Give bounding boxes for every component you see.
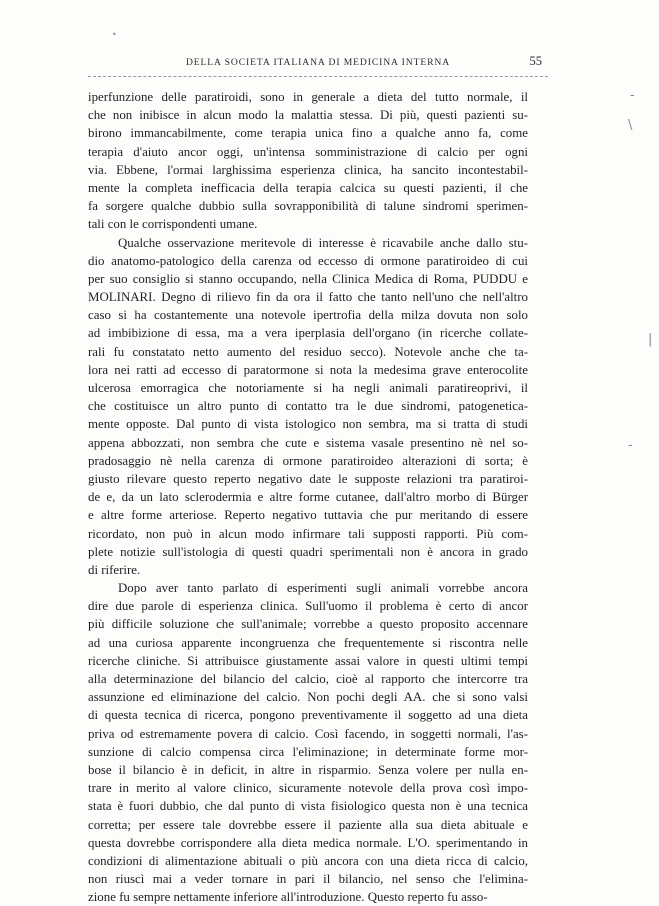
text-line: stata è fuori dubbio, che dal punto di vista fisiologico questa non è una tecnica	[88, 799, 528, 814]
text-line: trare in merito al valore clinico, sicuramente notevole della prova così impo-	[88, 781, 528, 796]
text-line: de e, da un lato sclerodermia e altre forme cutanee, dall'altro morbo di Bürger	[88, 490, 528, 505]
text-line: fa sorgere qualche dubbio sulla sovrapponibilità di talune sindromi sperimen-	[88, 199, 528, 214]
text-line: tali con le corrispondenti umane.	[88, 217, 258, 232]
text-line: alla determinazione del bilancio del calcio, cioè al rapporto che intercorre tra	[88, 672, 528, 686]
text-line: ad una curiosa apparente incongruenza che frequentemente si riscontra nelle	[88, 635, 528, 650]
text-line: Qualche osservazione meritevole di interesse è ricavabile anche dallo stu-	[118, 235, 528, 250]
paragraph	[88, 88, 528, 234]
text-line: appena abbozzati, non sembra che cute e sistema vasale presentino nè nel so-	[88, 435, 528, 450]
text-line: MOLINARI. Degno di rilievo fin da ora il fatto che tanto nell'uno che nell'altro	[88, 290, 528, 305]
text-line: assunzione ed eliminazione del calcio. Non pochi degli AA. che si sono valsi	[88, 690, 528, 705]
text-line: lora nei ratti ad eccesso di paratormone si nota la medesima grave enterocolite	[88, 362, 528, 377]
text-line: più difficile soluzione che sull'animale; vorrebbe a questo proposito accennare	[88, 617, 528, 632]
header-rule	[88, 76, 548, 77]
text-line: iperfunzione delle paratiroidi, sono in generale a dieta del tutto normale, il	[88, 90, 528, 104]
margin-mark: -	[630, 88, 635, 103]
page-number: 55	[529, 54, 542, 68]
scan-speck: •	[112, 30, 117, 39]
text-line: sunzione di calcio compensa circa l'eliminazione; in determinate forme mor-	[88, 744, 528, 759]
text-line: rali fu constatato netto aumento del residuo secco). Notevole anche che ta-	[88, 344, 528, 359]
text-line: Dopo aver tanto parlato di esperimenti sugli animali vorrebbe ancora	[118, 581, 528, 596]
paragraph	[88, 234, 528, 580]
text-line: caso si ha costantemente una notevole ipertrofia della milza dovuta non solo	[88, 308, 528, 323]
text-line: bose il bilancio è in deficit, in altre in risparmio. Senza volere per nulla en-	[88, 762, 528, 777]
text-line: e altre forme arteriose. Reperto negativo tuttavia che pur meritando di essere	[88, 508, 528, 523]
text-line: giusto rilevare questo reperto negativo date le supposte relazioni tra paratiroi-	[88, 471, 528, 486]
text-line: di riferire.	[88, 562, 141, 577]
margin-mark: \	[628, 118, 633, 133]
text-line: che costituisce un altro punto di contatto tra le due sindromi, patogenetica-	[88, 399, 528, 414]
text-line: pradosaggio nè nella carenza di ormone paratiroideo alterazioni di sorta; è	[88, 453, 528, 468]
text-line: questa dovrebbe corrispondere alla dieta medica normale. L'O. sperimentando in	[88, 835, 528, 850]
text-line: plete notizie sull'istologia di questi quadri sperimentali non è ancora in grado	[88, 544, 528, 559]
text-line: ricordato, non può in alcun modo infirmare tali supposti rapporti. Più com-	[88, 526, 528, 541]
body-text	[88, 88, 528, 906]
text-line: non riuscì mai a veder tornare in pari il bilancio, nel senso che l'elimina-	[88, 872, 528, 887]
text-line: che non inibisce in alcun modo la malattia stessa. Di più, questi pazienti su-	[88, 108, 528, 123]
text-line: zione fu sempre nettamente inferiore all'introduzione. Questo reperto fu asso-	[88, 890, 488, 905]
text-line: condizioni di alimentazione abituali o più ancora con una dieta ricca di calcio,	[88, 853, 528, 868]
text-line: dire due parole di esperienza clinica. Sull'uomo il problema è certo di ancor	[88, 599, 528, 614]
text-line: mente opposte. Dal punto di vista istologico non sembra, ma si tratta di studi	[88, 417, 528, 432]
paragraph	[88, 579, 528, 906]
text-line: ulcerosa emorragica che notoriamente si ha negli animali paratireoprivi, il	[88, 381, 528, 395]
margin-mark: -	[628, 438, 633, 453]
text-line: ad imbibizione di essa, ma a vera iperplasia dell'organo (in ricerche collate-	[88, 326, 528, 341]
text-line: priva od estremamente povera di calcio. Così facendo, in soggetti normali, l'as-	[88, 726, 528, 741]
text-line: di questa tecnica di ricerca, pongono preventivamente il soggetto ad una dieta	[88, 708, 528, 723]
text-line: corretta; per essere tale dovrebbe essere il paziente alla sua dieta abituale e	[88, 817, 528, 832]
text-line: per suo consiglio si stanno occupando, nella Clinica Medica di Roma, PUDDU e	[88, 271, 528, 286]
text-line: birono immancabilmente, come terapia unica fino a qualche anno fa, come	[88, 126, 528, 141]
text-line: ricerche cliniche. Si attribuisce giustamente assai valore in questi ultimi tempi	[88, 653, 528, 668]
running-title: DELLA SOCIETA ITALIANA DI MEDICINA INTERNA	[185, 57, 451, 68]
text-line: mente la completa inefficacia della terapia calcica su questi pazienti, il che	[88, 180, 528, 195]
margin-mark: |	[648, 332, 653, 347]
text-line: dio anatomo-patologico della carenza od eccesso di ormone paratiroideo di cui	[88, 253, 528, 268]
text-line: terapia d'aiuto ancor oggi, un'intensa somministrazione di calcio per ogni	[88, 144, 528, 159]
text-line: via. Ebbene, l'ormai larghissima esperienza clinica, ha sancito incontestabil-	[88, 162, 528, 177]
